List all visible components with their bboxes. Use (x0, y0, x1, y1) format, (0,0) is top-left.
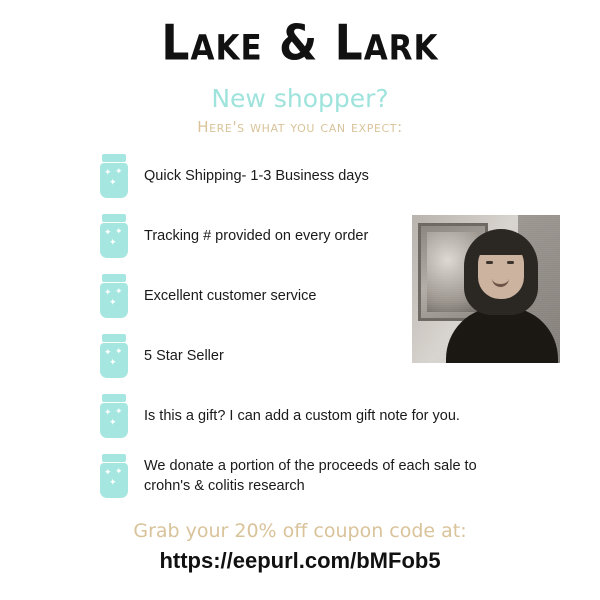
mason-jar-icon: ✦ ✦ ✦ (100, 454, 128, 498)
list-item-label: Quick Shipping- 1-3 Business days (144, 168, 369, 184)
list-item-label: Is this a gift? I can add a custom gift note for you. (144, 408, 460, 424)
list-item-label: 5 Star Seller (144, 348, 224, 364)
brand-title: Lake & Lark (161, 14, 439, 73)
list-item (100, 148, 540, 204)
mason-jar-icon: ✦ ✦ ✦ (100, 274, 128, 318)
coupon-text: Grab your 20% off coupon code at: (133, 520, 467, 542)
list-item-label: Excellent customer service (144, 288, 317, 304)
list-item-label: We donate a portion of the proceeds of each sale to crohn's & colitis research (144, 458, 477, 494)
page-subtitle: New shopper? (211, 84, 389, 113)
mason-jar-icon: ✦ ✦ ✦ (100, 334, 128, 378)
mason-jar-icon: ✦ ✦ ✦ (100, 214, 128, 258)
list-item (100, 448, 540, 504)
list-item (100, 388, 540, 444)
seller-portrait-photo (412, 215, 560, 363)
mason-jar-icon: ✦ ✦ ✦ (100, 394, 128, 438)
list-item-label: Tracking # provided on every order (144, 228, 369, 244)
signup-url[interactable]: https://eepurl.com/bMFob5 (159, 548, 441, 573)
mason-jar-icon: ✦ ✦ ✦ (100, 154, 128, 198)
page-tagline: Here's what you can expect: (197, 118, 403, 136)
